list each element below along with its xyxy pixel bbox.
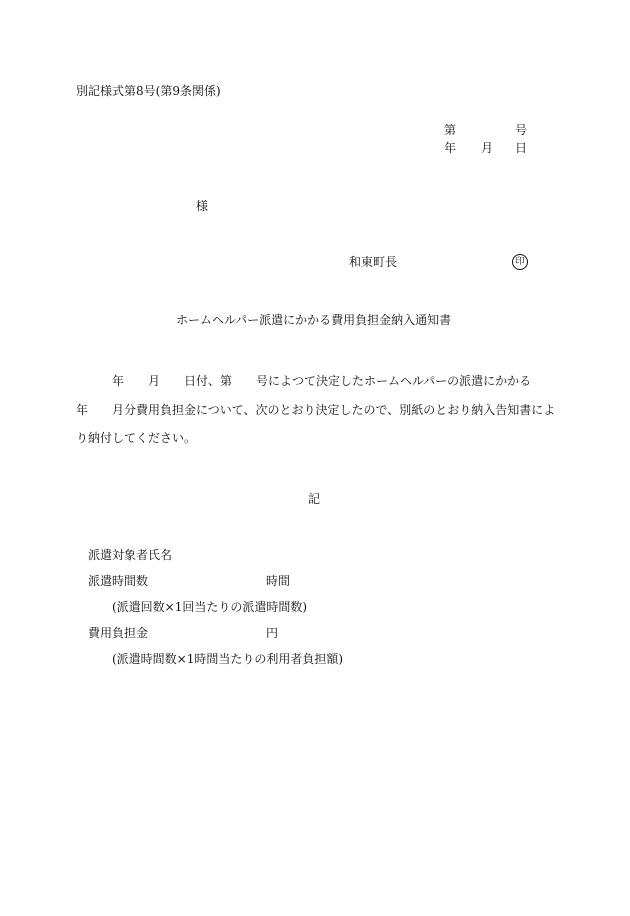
hours-label: 派遣時間数 (88, 574, 149, 588)
cost-label: 費用負担金 (88, 626, 149, 640)
cost-note: (派遣時間数×1時間当たりの利用者負担額) (112, 652, 344, 666)
body-line2-rest: 月分費用負担金について、次のとおり決定したので、別紙のとおり納入告知書によ (112, 403, 556, 417)
date-day: 日 (515, 141, 528, 155)
ki-heading: 記 (308, 492, 321, 506)
cost-unit: 円 (266, 626, 279, 640)
body-month-1: 月 (148, 374, 161, 388)
seal-icon: 印 (512, 254, 528, 270)
body-day-number: 日付、第 (184, 374, 233, 388)
form-label: 別記様式第8号(第9条関係) (76, 84, 221, 98)
body-line3: り納付してください。 (76, 431, 197, 445)
document-title: ホームヘルパー派遣にかかる費用負担金納入通知書 (176, 313, 452, 327)
body-line1-rest: 号によつて決定したホームヘルパーの派遣にかかる (256, 374, 532, 388)
number-suffix: 号 (515, 123, 528, 137)
body-year-2: 年 (76, 403, 89, 417)
body-year-1: 年 (112, 374, 125, 388)
issuer-name: 和東町長 (349, 255, 398, 269)
name-label: 派遣対象者氏名 (88, 548, 173, 562)
number-prefix: 第 (444, 123, 457, 137)
hours-note: (派遣回数×1回当たりの派遣時間数) (112, 600, 308, 614)
recipient-suffix: 様 (196, 199, 209, 213)
date-year: 年 (444, 141, 457, 155)
date-month: 月 (481, 141, 494, 155)
hours-unit: 時間 (266, 574, 291, 588)
